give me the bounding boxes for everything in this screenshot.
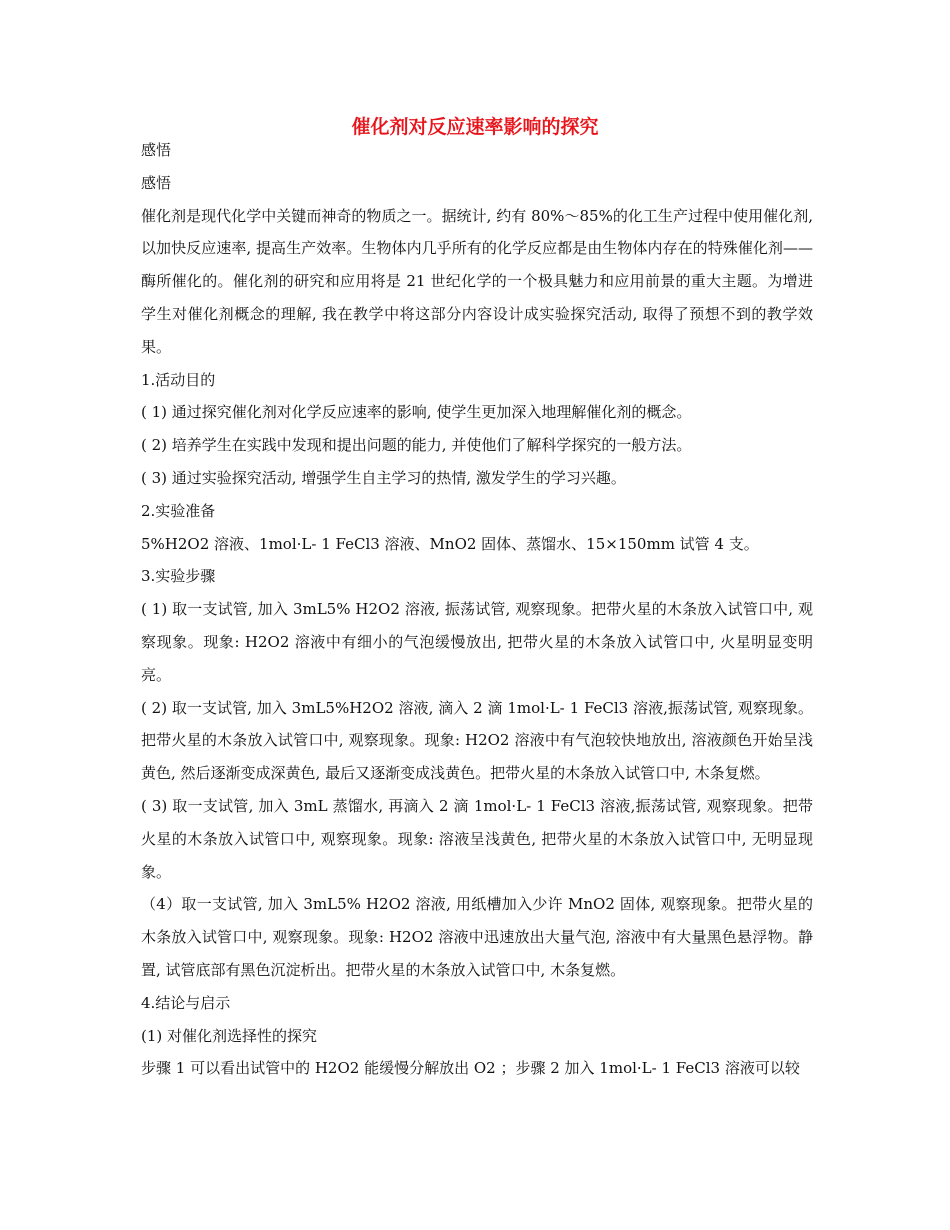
paragraph: ( 3) 通过实验探究活动, 增强学生自主学习的热情, 激发学生的学习兴趣。 [141, 468, 626, 487]
section-heading: 2.实验准备 [141, 501, 216, 520]
section-heading: 4.结论与启示 [141, 993, 231, 1012]
paragraph: 感悟 [141, 173, 172, 192]
paragraph: ( 1) 取一支试管, 加入 3mL5% H2O2 溶液, 振荡试管, 观察现象。把带火星的木条放入试管口中, 观察现象。现象: H2O2 溶液中有细小的气泡缓慢放出, 把带火星的木条放入试管口中, 火星明显变明亮。 [141, 600, 813, 684]
paragraph: 5%H2O2 溶液、1mol·L- 1 FeCl3 溶液、MnO2 固体、蒸馏水、15×150mm 试管 4 支。 [141, 534, 759, 553]
paragraph: ( 2) 取一支试管, 加入 3mL5%H2O2 溶液, 滴入 2 滴 1mol·L- 1 FeCl3 溶液,振荡试管, 观察现象。把带火星的木条放入试管口中, 观察现象。现象: H2O2 溶液中有气泡较快地放出, 溶液颜色开始呈浅黄色, 然后逐渐变成深黄色, 最后又逐渐变成浅黄色。把带火星的木条放入试管口中, 木条复燃。 [141, 698, 813, 783]
section-heading: 1.活动目的 [141, 370, 216, 389]
paragraph: ( 3) 取一支试管, 加入 3mL 蒸馏水, 再滴入 2 滴 1mol·L- 1 FeCl3 溶液,振荡试管, 观察现象。把带火星的木条放入试管口中, 观察现象。现象: 溶液呈浅黄色, 把带火星的木条放入试管口中, 无明显现象。 [141, 796, 813, 881]
section-heading: 3.实验步骤 [141, 567, 216, 586]
paragraph: ( 1) 通过探究催化剂对化学反应速率的影响, 使学生更加深入地理解催化剂的概念。 [141, 403, 692, 422]
paragraph: 步骤 1 可以看出试管中的 H2O2 能缓慢分解放出 O2 ；步骤 2 加入 1mol·L- 1 FeCl3 溶液可以较 [141, 1059, 800, 1078]
paragraph: 感悟 [141, 141, 172, 159]
document-title: 催化剂对反应速率影响的探究 [351, 116, 599, 138]
document-body [141, 134, 813, 1085]
paragraph: ( 2) 培养学生在实践中发现和提出问题的能力, 并使他们了解科学探究的一般方法。 [141, 436, 692, 455]
paragraph: （4）取一支试管, 加入 3mL5% H2O2 溶液, 用纸槽加入少许 MnO2 固体, 观察现象。把带火星的木条放入试管口中, 观察现象。现象: H2O2 溶液中迅速放出大量气泡, 溶液中有大量黑色悬浮物。静置, 试管底部有黑色沉淀析出。把带火星的木条放入试管口中, 木条复燃。 [141, 895, 813, 979]
paragraph: 催化剂是现代化学中关键而神奇的物质之一。据统计, 约有 80%～85%的化工生产过程中使用催化剂, 以加快反应速率, 提高生产效率。生物体内几乎所有的化学反应都是由生物体内存在的特殊催化剂—— 酶所催化的。催化剂的研究和应用将是 21 世纪化学的一个极具魅力和应用前景的重大主题。为增进学生对催化剂概念的理解, 我在教学中将这部分内容设计成实验探究活动, 取得了预想不到的教学效果。 [141, 206, 813, 356]
paragraph: (1) 对催化剂选择性的探究 [141, 1026, 318, 1045]
